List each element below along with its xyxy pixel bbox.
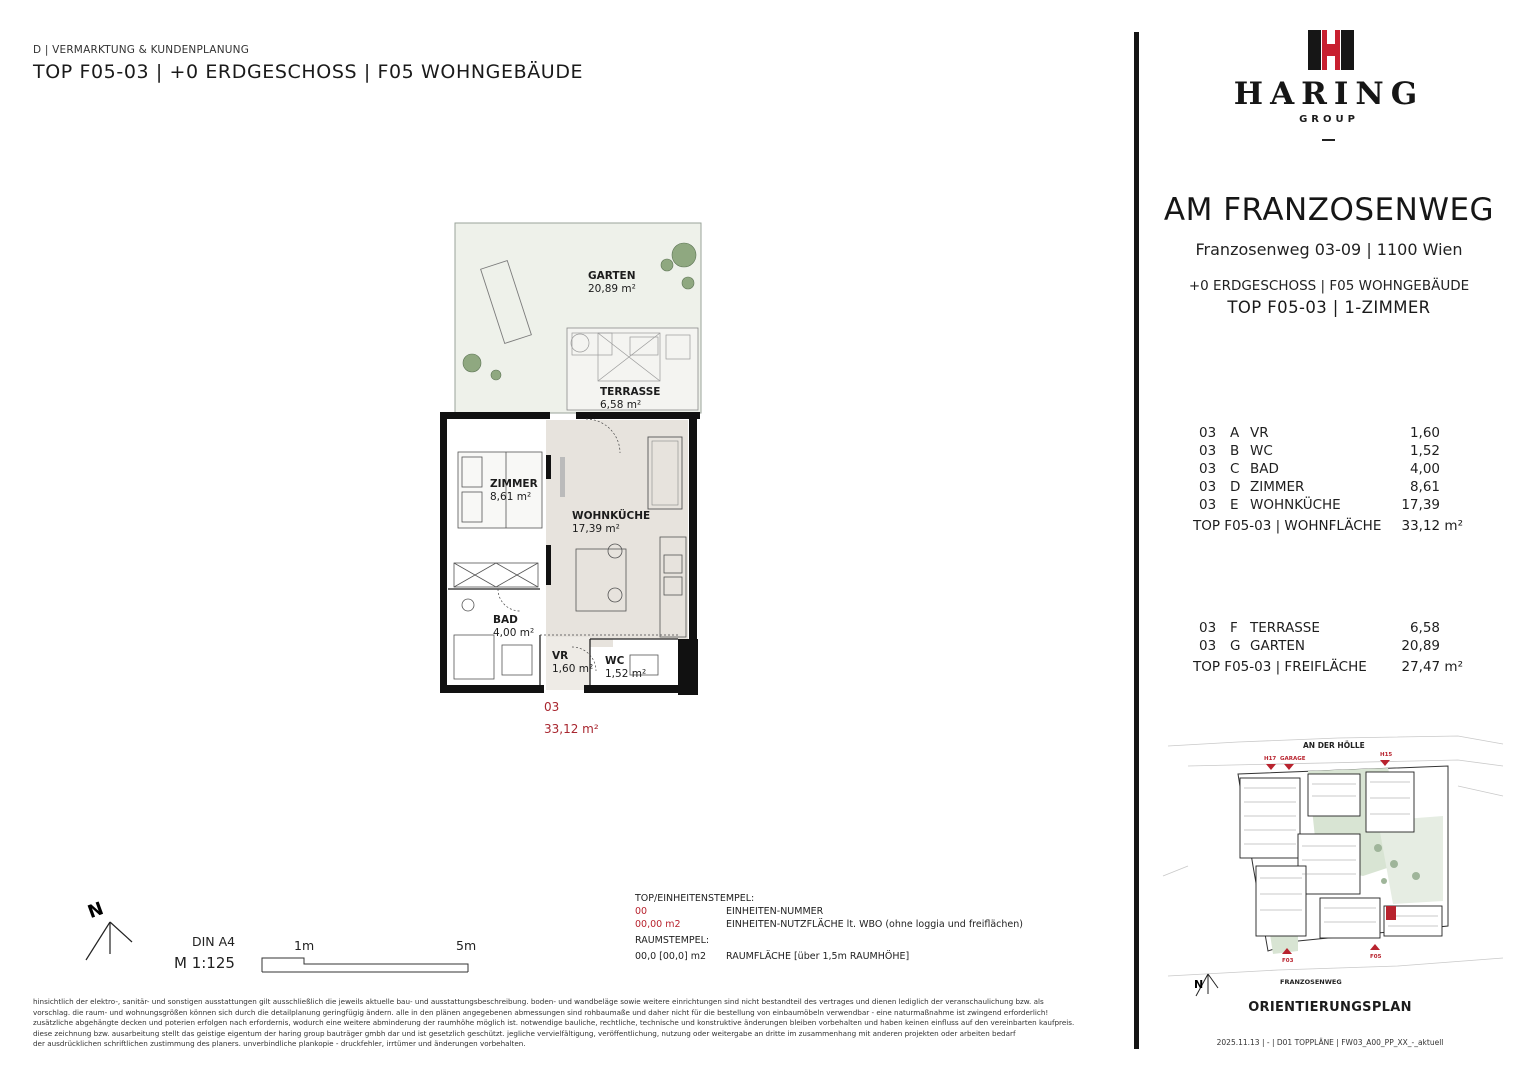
unit-cell: 03 bbox=[1199, 620, 1217, 636]
unit-cell: 03 bbox=[1199, 461, 1217, 477]
disclaimer-line: diese zeichnung bzw. ausarbeitung stellt das geistige eigentum der haring group bauträger gmbh dar und ist gesetzlich geschützt. jegliche vervielfältigung, veröffentlichung, nutzung oder weitergabe an dritte im zusammenhang mit anderen projekten oder arbeiten bedarf bbox=[33, 1028, 1016, 1038]
scale-block bbox=[170, 932, 480, 982]
wall-south-left bbox=[440, 685, 544, 693]
table-row bbox=[1199, 443, 1440, 461]
wall-east-upper bbox=[689, 412, 697, 640]
stamp-room-desc: RAUMFLÄCHE [über 1,5m RAUMHÖHE] bbox=[726, 951, 910, 962]
code-cell: D bbox=[1230, 479, 1241, 495]
table-row bbox=[1199, 425, 1440, 443]
stamp-area-sample: 00,00 m2 bbox=[635, 919, 681, 930]
stamp-legend bbox=[635, 892, 1075, 963]
table-row bbox=[1199, 620, 1440, 638]
room-label-terrasse: TERRASSE 6,58 m² bbox=[600, 386, 661, 411]
code-cell: F bbox=[1230, 620, 1238, 636]
floor-plan bbox=[430, 215, 710, 705]
unit-cell: 03 bbox=[1199, 425, 1217, 441]
label-h15: H15 bbox=[1380, 752, 1393, 758]
logo-dash bbox=[1322, 139, 1335, 141]
logo-subtitle: GROUP bbox=[1299, 114, 1359, 125]
room-cell: ZIMMER bbox=[1250, 479, 1305, 495]
total-label: TOP F05-03 | FREIFLÄCHE bbox=[1193, 659, 1367, 675]
scale-tick-1m: 1m bbox=[294, 938, 315, 953]
total-value: 27,47 m² bbox=[1401, 659, 1463, 675]
wall-south-right bbox=[584, 685, 684, 693]
room-label-vr: VR 1,60 m² bbox=[552, 650, 594, 675]
table-row bbox=[1199, 461, 1440, 479]
wall-north-right bbox=[576, 412, 700, 419]
area-cell: 6,58 bbox=[1409, 620, 1440, 636]
street-north: AN DER HÖLLE bbox=[1303, 741, 1365, 750]
label-f05: F05 bbox=[1370, 954, 1382, 960]
room-label-wohnkueche: WOHNKÜCHE 17,39 m² bbox=[572, 510, 651, 535]
scale-bar bbox=[260, 956, 472, 974]
paper-format: DIN A4 bbox=[192, 934, 236, 949]
unit-area: 33,12 m² bbox=[544, 722, 599, 736]
code-cell: A bbox=[1230, 425, 1240, 441]
room-label-bad: BAD 4,00 m² bbox=[493, 614, 535, 639]
area-cell: 8,61 bbox=[1409, 479, 1440, 495]
floor-building: +0 ERDGESCHOSS | F05 WOHNGEBÄUDE bbox=[1188, 278, 1470, 294]
scale-ratio: M 1:125 bbox=[174, 954, 235, 972]
wall-north-left bbox=[440, 412, 550, 419]
room-label-wc: WC 1,52 m² bbox=[605, 655, 647, 680]
room-cell: WOHNKÜCHE bbox=[1250, 497, 1341, 513]
room-cell: BAD bbox=[1250, 461, 1279, 477]
north-arrow-icon bbox=[78, 894, 138, 964]
unit-cell: 03 bbox=[1199, 443, 1217, 459]
label-h17: H17 bbox=[1264, 756, 1277, 762]
area-cell: 1,60 bbox=[1409, 425, 1440, 441]
table-row bbox=[1199, 479, 1440, 497]
logo-wordmark: HARING bbox=[1233, 76, 1425, 112]
scale-tick-5m: 5m bbox=[456, 938, 477, 953]
unit-cell: 03 bbox=[1199, 497, 1217, 513]
orientation-north-label: N bbox=[1194, 978, 1204, 991]
unit-cell: 03 bbox=[1199, 479, 1217, 495]
stamp-heading: TOP/EINHEITENSTEMPEL: bbox=[635, 893, 755, 904]
area-cell: 17,39 bbox=[1401, 497, 1440, 513]
wall-west bbox=[440, 412, 447, 692]
room-label-garten: GARTEN 20,89 m² bbox=[588, 270, 636, 295]
code-cell: G bbox=[1230, 638, 1241, 654]
unit-cell: 03 bbox=[1199, 638, 1217, 654]
page-title: TOP F05-03 | +0 ERDGESCHOSS | F05 WOHNGEBÄUDE bbox=[33, 61, 584, 83]
street-south: FRANZOSENWEG bbox=[1280, 978, 1342, 986]
code-cell: C bbox=[1230, 461, 1240, 477]
orientation-title: ORIENTIERUNGSPLAN bbox=[1248, 1000, 1412, 1015]
room-cell: VR bbox=[1250, 425, 1269, 441]
vertical-divider bbox=[1134, 32, 1139, 1049]
orientation-plan bbox=[1158, 726, 1508, 1001]
total-value: 33,12 m² bbox=[1401, 518, 1463, 534]
label-f03: F03 bbox=[1282, 958, 1294, 964]
disclaimer-line: zusätzliche abgehängte decken und poterien erfolgen nach erfordernis, wodurch eine weitere abminderung der raumhöhe möglich ist. notwendige bauliche, rechtliche, technische und konstruktive änderungen bleiben vorbehalten und haben keinen einfluss auf den vereinbarten kaufpreis. bbox=[33, 1018, 1075, 1028]
disclaimer-line: der ausdrücklichen schriftlichen zustimmung des planers. unverbindliche plankopie - druckfehler, irrtümer und änderungen vorbehalten. bbox=[33, 1039, 526, 1049]
area-cell: 1,52 bbox=[1409, 443, 1440, 459]
disclaimer-line: hinsichtlich der elektro-, sanitär- und sonstigen ausstattungen gilt ausschließlich die jeweils aktuelle bau- und ausstattungsbeschreibung. boden- und wandbeläge sowie weitere einrichtungen sind nicht bestandteil des vertrages und dienen lediglich der veranschaulichung bzw. als bbox=[33, 997, 1044, 1006]
unit-rooms: TOP F05-03 | 1-ZIMMER bbox=[1227, 298, 1431, 317]
room-cell: TERRASSE bbox=[1250, 620, 1320, 636]
area-cell: 4,00 bbox=[1409, 461, 1440, 477]
stamp-unit-desc: EINHEITEN-NUMMER bbox=[726, 906, 824, 917]
unit-number: 03 bbox=[544, 700, 560, 714]
stamp-unit-sample: 00 bbox=[635, 906, 648, 917]
footer-code: 2025.11.13 | - | D01 TOPPLÄNE | FW03_A00_PP_XX_-_aktuell bbox=[1216, 1038, 1444, 1047]
project-name: AM FRANZOSENWEG bbox=[1163, 192, 1495, 228]
project-address: Franzosenweg 03-09 | 1100 Wien bbox=[1195, 240, 1463, 259]
area-cell: 20,89 bbox=[1401, 638, 1440, 654]
stamp-room-heading: RAUMSTEMPEL: bbox=[635, 935, 710, 946]
haring-logo-icon bbox=[1308, 30, 1354, 70]
room-cell: GARTEN bbox=[1250, 638, 1305, 654]
room-cell: WC bbox=[1250, 443, 1273, 459]
stamp-area-desc: EINHEITEN-NUTZFLÄCHE lt. WBO (ohne loggia und freiflächen) bbox=[726, 919, 1023, 930]
department-label: D | VERMARKTUNG & KUNDENPLANUNG bbox=[33, 44, 250, 56]
stamp-room-sample: 00,0 [00,0] m2 bbox=[635, 951, 707, 962]
table-row bbox=[1199, 638, 1440, 656]
disclaimer bbox=[33, 997, 1113, 1050]
room-label-zimmer: ZIMMER 8,61 m² bbox=[490, 478, 538, 503]
table-row bbox=[1199, 497, 1440, 515]
north-label: N bbox=[85, 898, 107, 924]
disclaimer-line: vorschlag. die raum- und wohnungsgrößen können sich durch die detailplanung geringfügig ändern. alle in den plänen angegebenen abmessungen sind rohbaumaße und daher nicht für die bestellung von einbaumöbeln verwendbar - eine naturmaßnahme ist zwingend erforderlich! bbox=[33, 1007, 1049, 1017]
label-garage: GARAGE bbox=[1280, 756, 1306, 762]
code-cell: E bbox=[1230, 497, 1239, 513]
unit-highlight bbox=[1386, 906, 1396, 920]
code-cell: B bbox=[1230, 443, 1240, 459]
total-label: TOP F05-03 | WOHNFLÄCHE bbox=[1193, 518, 1382, 534]
